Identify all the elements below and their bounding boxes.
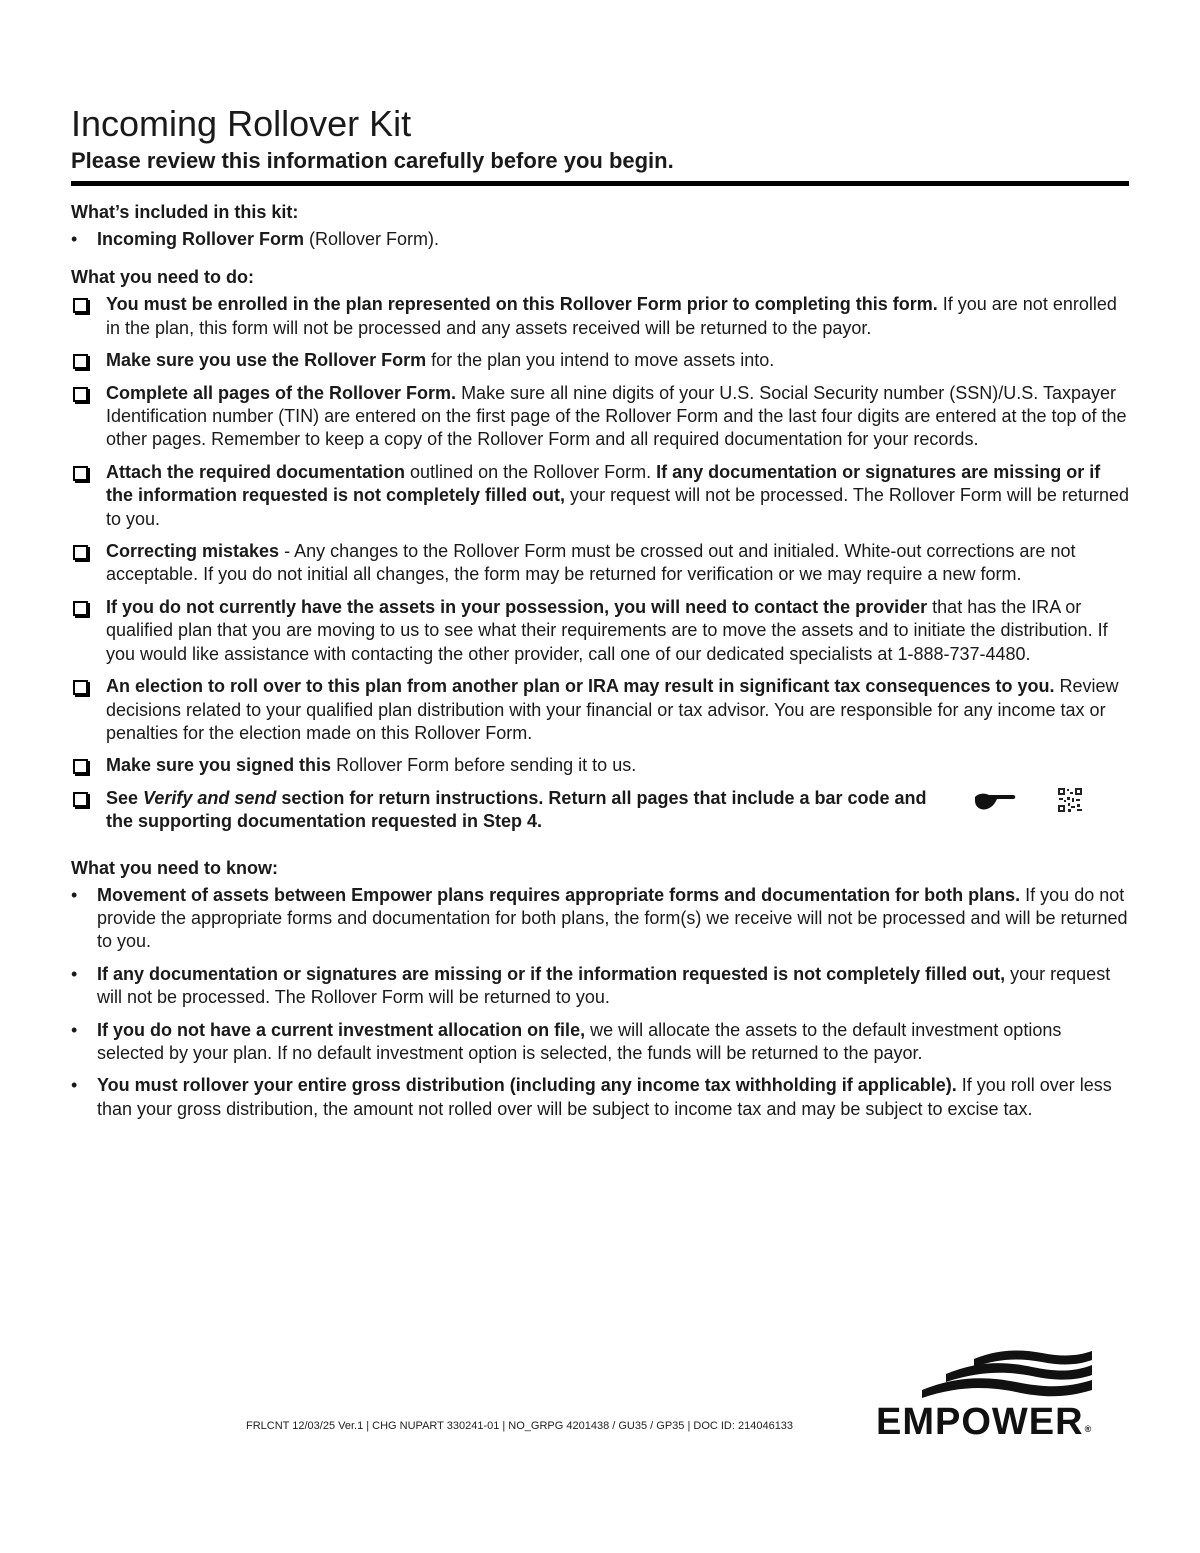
know-list [71, 884, 1129, 1122]
checkbox-icon [73, 298, 88, 313]
item-bold-text: Make sure you use the Rollover Form [106, 350, 427, 371]
checklist-item [71, 540, 1129, 587]
item-bold-text: section for return instructions. Return all pages that include a bar code and the supporting documentation requested in Step 4. [106, 787, 927, 832]
item-bold-text: If you do not have a current investment allocation on file, [97, 1019, 586, 1040]
page-subtitle: Please review this information carefully before you begin. [71, 148, 674, 173]
bullet-icon: • [71, 229, 78, 249]
checkbox-icon [73, 601, 88, 616]
item-bold-text: You must be enrolled in the plan represented on this Rollover Form prior to completing this form. [106, 294, 938, 315]
pointing-hand-icon [973, 789, 1017, 811]
item-text: outlined on the Rollover Form. [405, 461, 657, 482]
item-text: that has the IRA or qualified plan that you are moving to us to see what their requirements are to move the assets and to initiate the distribution. If you would like assistance with contacting the other provider, call one of our dedicated specialists at 1-888-737-4480. [106, 596, 1108, 664]
checkbox-icon [73, 387, 88, 402]
checkbox-icon [73, 545, 88, 560]
item-bold-text: Correcting mistakes [106, 541, 280, 562]
bullet-icon: • [71, 1019, 78, 1040]
item-bold-text: See [106, 787, 144, 808]
checklist-item [71, 349, 1129, 372]
checkbox-icon [73, 680, 88, 695]
list-item [71, 1019, 1129, 1066]
bullet-icon: • [71, 1075, 78, 1096]
item-text: Make sure all nine digits of your U.S. Social Security number (SSN)/U.S. Taxpayer Identification number (TIN) are entered on the first page of the Rollover Form and the last four digits are entered at the top of the other pages. Remember to keep a copy of the Rollover Form and all required documentation for your records. [106, 382, 1127, 450]
bullet-icon: • [71, 963, 78, 984]
included-list [71, 228, 1129, 251]
item-bold-text [143, 788, 276, 808]
item-text: If you are not enrolled in the plan, this form will not be processed and any assets received will be returned to the payor. [106, 294, 1117, 338]
page [71, 103, 1129, 1121]
item-bold-text: If any documentation or signatures are missing or if the information requested is not completely filled out, [97, 963, 1006, 984]
registered-mark: ® [1084, 1424, 1093, 1434]
item-text: your request will not be processed. The Rollover Form will be returned to you. [106, 485, 1129, 529]
list-item [71, 963, 1129, 1010]
item-bold-text: If you do not currently have the assets in your possession, you will need to contact the provider [106, 596, 928, 617]
item-text: If you do not provide the appropriate forms and documentation for both plans, the form(s) we receive will not be processed and will be returned to you. [97, 884, 1128, 952]
qr-code-icon [1057, 787, 1083, 813]
checklist-item [71, 461, 1129, 531]
know-heading: What you need to know: [71, 857, 278, 878]
page-title: Incoming Rollover Kit [71, 103, 412, 144]
item-text: If you roll over less than your gross distribution, the amount not rolled over will be subject to income tax and may be subject to excise tax. [97, 1075, 1112, 1119]
checklist-item [71, 675, 1129, 745]
item-text: Review decisions related to your qualified plan distribution with your financial or tax advisor. You are responsible for any income tax or penalties for the election made on this Rollover Form. [106, 676, 1119, 743]
included-item-bold: Incoming Rollover Form [97, 229, 305, 249]
emphasis-text: Verify and send [143, 787, 277, 808]
list-item [71, 884, 1129, 954]
checklist-item [71, 754, 1129, 777]
item-bold-text: Attach the required documentation [106, 461, 406, 482]
item-text: Rollover Form before sending it to us. [331, 755, 637, 776]
item-bold-text: Movement of assets between Empower plans requires appropriate forms and documentation for both plans. [97, 884, 1021, 905]
item-text: for the plan you intend to move assets into. [426, 350, 775, 371]
item-bold-text: You must rollover your entire gross distribution (including any income tax withholding if applicable). [97, 1075, 957, 1096]
waves-logo-icon [916, 1346, 1092, 1402]
item-bold-text: Complete all pages of the Rollover Form. [106, 382, 457, 403]
empower-logo [876, 1346, 1102, 1442]
checkbox-icon [73, 466, 88, 481]
checklist-item [71, 787, 1129, 834]
item-bold-text: If any documentation or signatures are missing or if the information requested is not completely filled out, [106, 461, 1101, 506]
included-heading: What’s included in this kit: [71, 202, 299, 222]
list-item [71, 1074, 1129, 1121]
todo-heading: What you need to do: [71, 267, 254, 288]
item-text: - Any changes to the Rollover Form must be crossed out and initialed. White-out corrections are not acceptable. If you do not initial all changes, the form may be returned for verification or we may require a new form. [106, 541, 1076, 585]
return-icons [973, 787, 1083, 817]
logo-word: EMPOWER [876, 1401, 1084, 1443]
list-item [71, 228, 1129, 251]
item-bold-text: Make sure you signed this [106, 755, 332, 776]
item-text: your request will not be processed. The Rollover Form will be returned to you. [97, 963, 1111, 1008]
included-item-text: (Rollover Form). [304, 229, 440, 249]
document-id: FRLCNT 12/03/25 Ver.1 | CHG NUPART 330241-01 | NO_GRPG 4201438 / GU35 / GP35 | DOC ID: 214046133 [246, 1420, 794, 1432]
checkbox-icon [73, 792, 88, 807]
checkbox-icon [73, 354, 88, 369]
checkbox-icon [73, 759, 88, 774]
heading-rule [71, 181, 1129, 186]
checklist-item [71, 596, 1129, 666]
item-bold-text: An election to roll over to this plan from another plan or IRA may result in significant tax consequences to you. [106, 676, 1055, 697]
todo-checklist [71, 293, 1129, 833]
item-text: we will allocate the assets to the default investment options selected by your plan. If no default investment option is selected, the funds will be returned to the payor. [97, 1019, 1062, 1063]
bullet-icon: • [71, 884, 78, 905]
checklist-item [71, 293, 1129, 340]
logo-wordmark [876, 1402, 1091, 1451]
checklist-item [71, 382, 1129, 452]
